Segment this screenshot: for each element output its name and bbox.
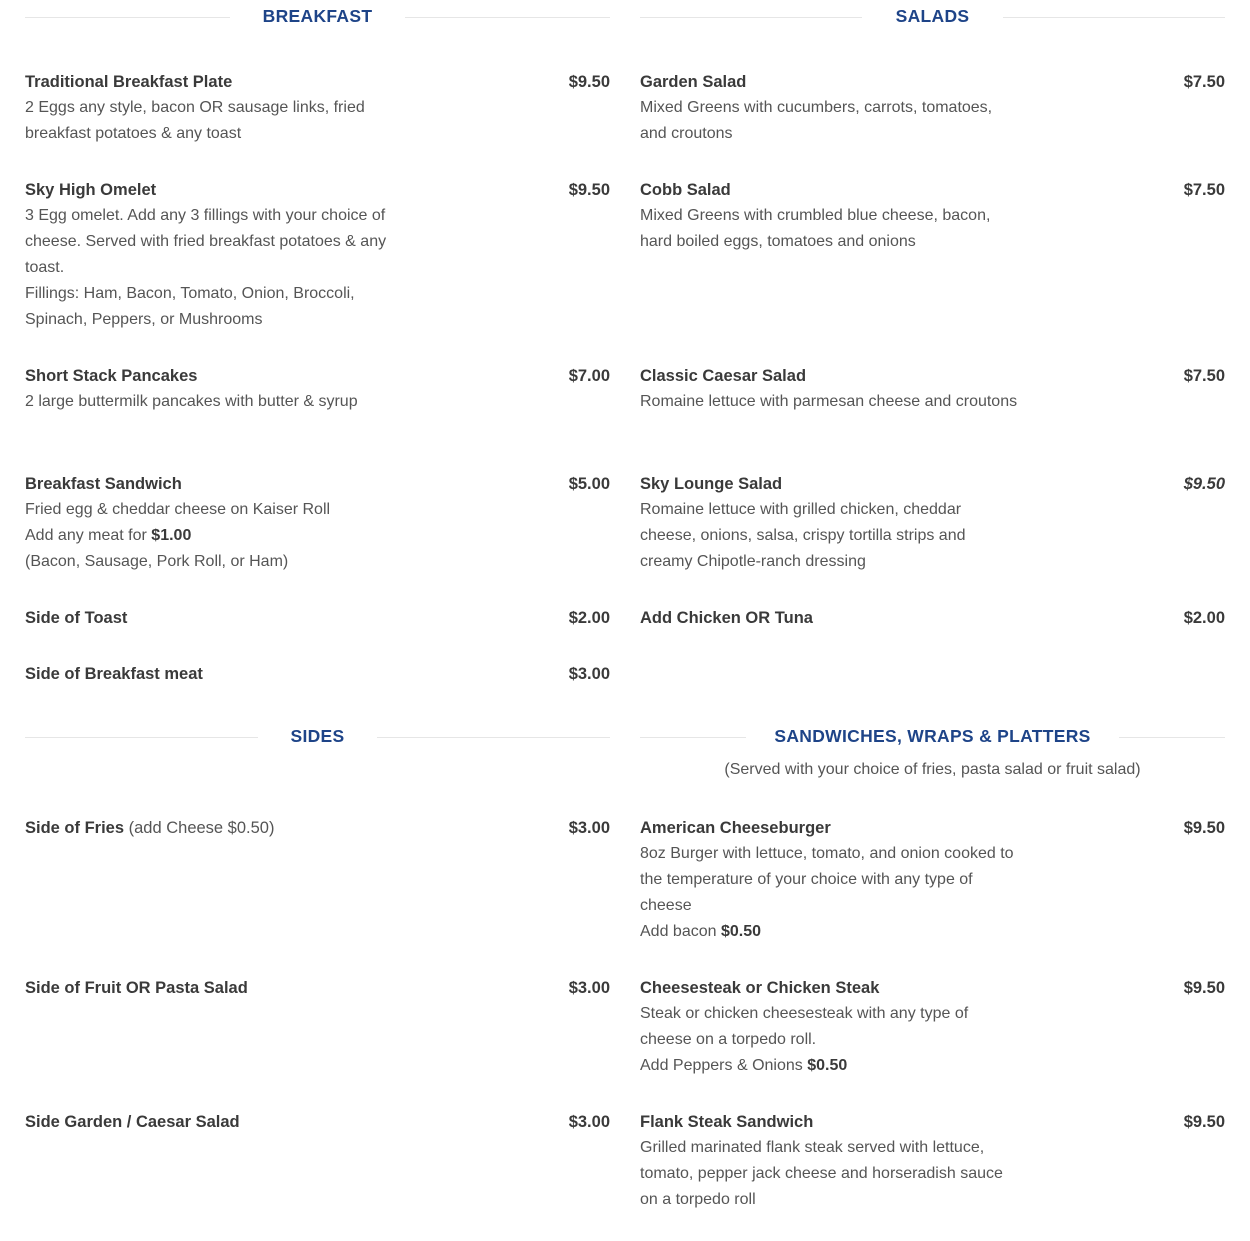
item-price: $7.50 — [1183, 73, 1225, 91]
menu-item-side-of-fries — [25, 815, 610, 841]
addon-price: $1.00 — [151, 527, 192, 544]
item-price: $5.00 — [568, 475, 610, 493]
item-description — [640, 841, 1020, 945]
item-description: Mixed Greens with crumbled blue cheese, bacon, hard boiled eggs, tomatoes and onions — [640, 207, 991, 250]
desc-line: 3 Egg omelet. Add any 3 fillings with your choice of cheese. Served with fried breakfast potatoes & any toast. — [25, 207, 387, 276]
item-name: Cobb Salad — [640, 181, 731, 199]
menu-item-classic-caesar-salad — [640, 363, 1225, 415]
addon-text: Add bacon — [640, 923, 721, 940]
item-price: $9.50 — [1183, 979, 1225, 997]
menu-item-side-of-fruit-or-pasta-salad — [25, 975, 610, 1001]
item-description: Mixed Greens with cucumbers, carrots, tomatoes, and croutons — [640, 99, 993, 142]
menu-item-garden-salad — [640, 69, 1225, 147]
salads-title: SALADS — [895, 6, 970, 26]
menu-item-short-stack-pancakes — [25, 363, 610, 415]
breakfast-heading — [25, 0, 610, 36]
item-description: 2 large buttermilk pancakes with butter & syrup — [25, 393, 358, 410]
menu-item-cheesesteak-or-chicken-steak — [640, 975, 1225, 1079]
item-price: $9.50 — [568, 73, 610, 91]
salads-heading — [640, 0, 1225, 36]
menu-item-traditional-breakfast-plate — [25, 69, 610, 147]
item-name: Classic Caesar Salad — [640, 367, 807, 385]
desc-line: 8oz Burger with lettuce, tomato, and onion cooked to the temperature of your choice with any type of cheese — [640, 845, 1014, 914]
item-price: $3.00 — [568, 665, 610, 683]
menu-item-american-cheeseburger — [640, 815, 1225, 945]
addon-price: $0.50 — [720, 923, 761, 940]
fillings-line: Fillings: Ham, Bacon, Tomato, Onion, Broccoli, Spinach, Peppers, or Mushrooms — [25, 285, 355, 328]
sandwiches-title: SANDWICHES, WRAPS & PLATTERS — [774, 726, 1091, 746]
menu-item-add-chicken-or-tuna — [640, 605, 1225, 631]
item-description — [640, 1001, 1020, 1079]
item-price: $3.00 — [568, 979, 610, 997]
addon-line — [25, 523, 405, 549]
menu-item-side-of-breakfast-meat — [25, 661, 610, 687]
item-price: $9.50 — [1183, 475, 1225, 493]
addon-line — [640, 919, 1020, 945]
item-name: Side of Toast — [25, 609, 128, 627]
menu-item-cobb-salad — [640, 177, 1225, 255]
meat-options-line: (Bacon, Sausage, Pork Roll, or Ham) — [25, 553, 289, 570]
item-description — [25, 203, 405, 333]
item-price: $2.00 — [568, 609, 610, 627]
sides-heading — [25, 720, 610, 756]
item-name: Flank Steak Sandwich — [640, 1113, 814, 1131]
item-description: Grilled marinated flank steak served with lettuce, tomato, pepper jack cheese and horseradish sauce on a torpedo roll — [640, 1139, 1003, 1208]
sandwiches-served-with-note: (Served with your choice of fries, pasta salad or fruit salad) — [724, 761, 1141, 778]
sandwiches-heading — [640, 720, 1225, 756]
item-name: Sky High Omelet — [25, 181, 157, 199]
sides-title: SIDES — [290, 726, 345, 746]
desc-line: Steak or chicken cheesesteak with any type of cheese on a torpedo roll. — [640, 1005, 969, 1048]
item-name — [25, 815, 610, 841]
item-name: Traditional Breakfast Plate — [25, 73, 233, 91]
item-name: Short Stack Pancakes — [25, 367, 198, 385]
addon-text: Add Peppers & Onions — [640, 1057, 808, 1074]
item-name: Cheesesteak or Chicken Steak — [640, 979, 880, 997]
menu-item-breakfast-sandwich — [25, 471, 610, 575]
breakfast-title: BREAKFAST — [262, 6, 373, 26]
item-price: $9.50 — [1183, 819, 1225, 837]
item-price: $7.50 — [1183, 181, 1225, 199]
item-name: Side of Breakfast meat — [25, 665, 203, 683]
menu-item-sky-high-omelet — [25, 177, 610, 333]
menu-item-side-of-toast — [25, 605, 610, 631]
addon-text: Add any meat for — [25, 527, 152, 544]
item-price: $3.00 — [568, 1113, 610, 1131]
item-description: Romaine lettuce with parmesan cheese and croutons — [640, 393, 1018, 410]
item-name: Sky Lounge Salad — [640, 475, 783, 493]
addon-price: $0.50 — [807, 1057, 848, 1074]
item-description: Romaine lettuce with grilled chicken, cheddar cheese, onions, salsa, crispy tortilla strips and creamy Chipotle-ranch dressing — [640, 501, 966, 570]
item-name: Side of Fruit OR Pasta Salad — [25, 979, 248, 997]
item-price: $2.00 — [1183, 609, 1225, 627]
item-name-suffix: (add Cheese $0.50) — [124, 819, 275, 837]
desc-line: Fried egg & cheddar cheese on Kaiser Roll — [25, 501, 331, 518]
item-price: $9.50 — [568, 181, 610, 199]
menu-item-sky-lounge-salad — [640, 471, 1225, 575]
item-price: $7.00 — [568, 367, 610, 385]
item-description — [25, 497, 405, 575]
item-name: Side Garden / Caesar Salad — [25, 1113, 240, 1131]
addon-line — [640, 1053, 1020, 1079]
item-name: Garden Salad — [640, 73, 747, 91]
item-name: Breakfast Sandwich — [25, 475, 182, 493]
item-price: $9.50 — [1183, 1113, 1225, 1131]
menu-item-side-garden-caesar-salad — [25, 1109, 610, 1135]
item-name: American Cheeseburger — [640, 819, 831, 837]
menu-item-flank-steak-sandwich — [640, 1109, 1225, 1213]
item-description: 2 Eggs any style, bacon OR sausage links, fried breakfast potatoes & any toast — [25, 99, 365, 142]
item-price: $7.50 — [1183, 367, 1225, 385]
item-name-text: Side of Fries — [25, 819, 125, 837]
item-name: Add Chicken OR Tuna — [640, 609, 813, 627]
item-price: $3.00 — [568, 819, 610, 837]
